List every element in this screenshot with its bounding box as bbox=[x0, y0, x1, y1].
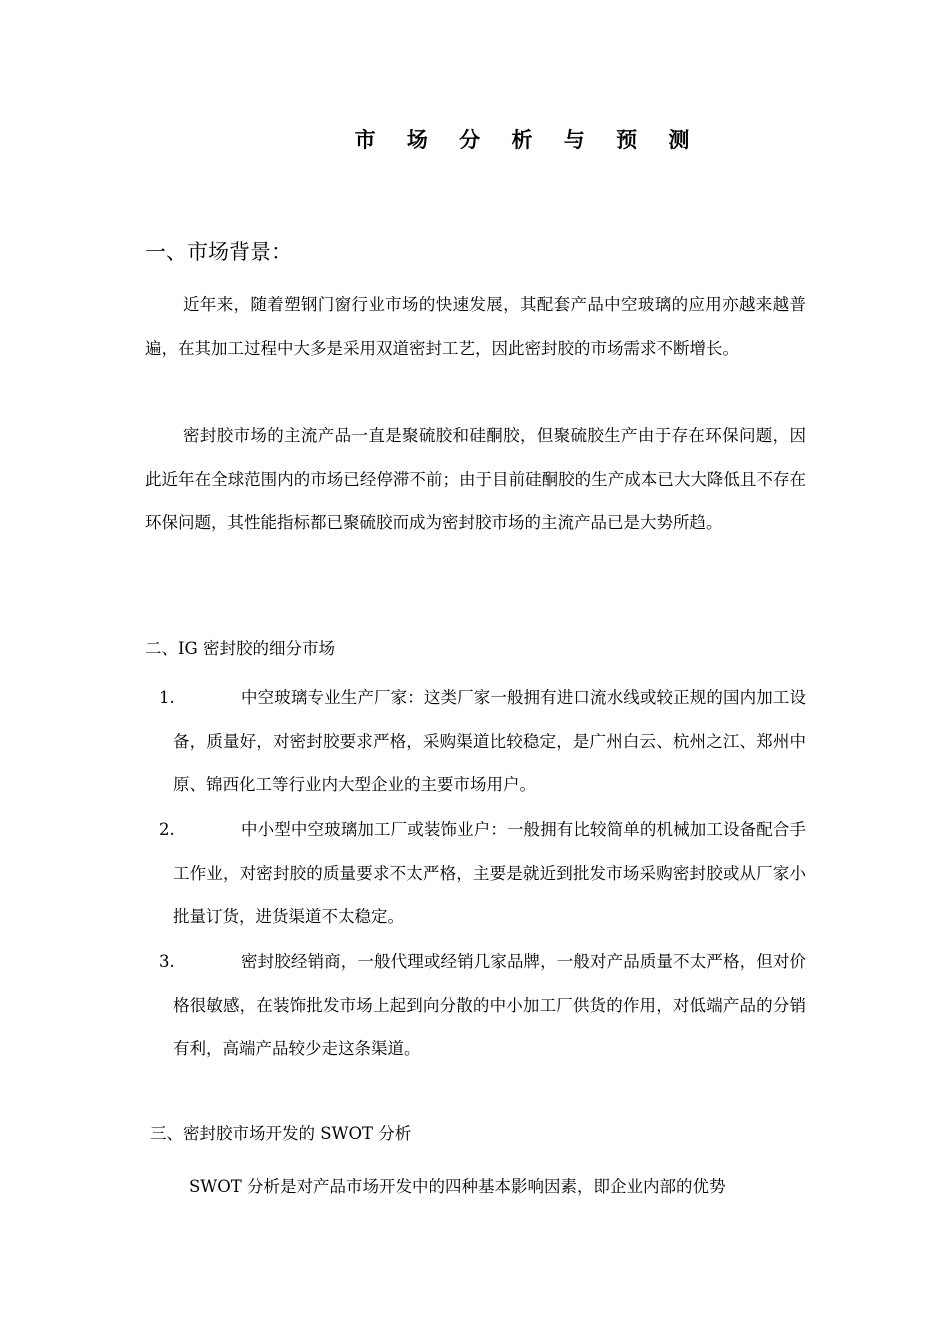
list-item-text: 密封胶经销商，一般代理或经销几家品牌，一般对产品质量不太严格，但对价格很敏感，在装饰批发市场上起到向分散的中小加工厂供货的作用，对低端产品的分销有利，高端产品较少走这条渠道。 bbox=[173, 952, 806, 1058]
list-item-number: 3. bbox=[159, 952, 175, 971]
paragraph-swot-intro: SWOT 分析是对产品市场开发中的四种基本影响因素，即企业内部的优势 bbox=[189, 1177, 726, 1196]
list-item-text: 中小型中空玻璃加工厂或装饰业户：一般拥有比较简单的机械加工设备配合手工作业，对密封胶的质量要求不太严格，主要是就近到批发市场采购密封胶或从厂家小批量订货，进货渠道不太稳定。 bbox=[173, 820, 806, 926]
list-item-number: 1. bbox=[159, 688, 175, 707]
section-heading-market-background: 一、市场背景： bbox=[145, 240, 292, 264]
paragraph-market-background-1: 近年来，随着塑钢门窗行业市场的快速发展，其配套产品中空玻璃的应用亦越来越普遍，在其加工过程中大多是采用双道密封工艺，因此密封胶的市场需求不断增长。 bbox=[145, 295, 806, 358]
list-item bbox=[145, 676, 806, 807]
list-item bbox=[145, 808, 806, 939]
document-title: 市 场 分 析 与 预 测 bbox=[354, 127, 702, 152]
list-item bbox=[145, 940, 806, 1071]
section-heading-ig-sealant-segments: 二、IG 密封胶的细分市场 bbox=[145, 639, 335, 658]
paragraph-market-background-2: 密封胶市场的主流产品一直是聚硫胶和硅酮胶，但聚硫胶生产由于存在环保问题，因此近年在全球范围内的市场已经停滞不前；由于目前硅酮胶的生产成本已大大降低且不存在环保问题，其性能指标都已聚硫胶而成为密封胶市场的主流产品已是大势所趋。 bbox=[145, 426, 806, 532]
list-item-number: 2. bbox=[159, 820, 175, 839]
list-item-text: 中空玻璃专业生产厂家：这类厂家一般拥有进口流水线或较正规的国内加工设备，质量好，对密封胶要求严格，采购渠道比较稳定，是广州白云、杭州之江、郑州中原、锦西化工等行业内大型企业的主要市场用户。 bbox=[173, 688, 806, 794]
section-heading-swot-analysis: 三、密封胶市场开发的 SWOT 分析 bbox=[150, 1124, 412, 1143]
